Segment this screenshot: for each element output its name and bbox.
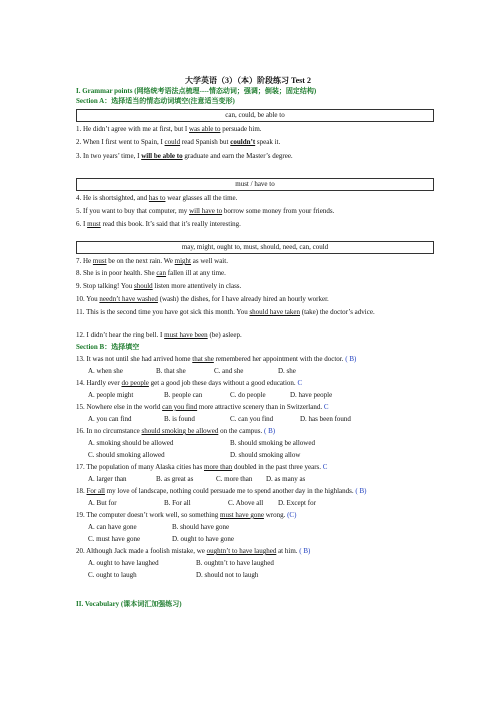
option: C. Above all <box>228 499 264 507</box>
section-b-heading: Section B：选择填空 <box>76 343 140 351</box>
option: A. larger than <box>88 475 127 483</box>
option: C. should smoking allowed <box>88 451 165 459</box>
question-13: 13. It was not until she had arrived home that she remembered her appointment with the doctor. ( B) <box>76 355 357 363</box>
option: D. ought to have gone <box>172 535 235 543</box>
question-12: 12. I didn’t hear the ring bell. I must have been (be) asleep. <box>76 331 242 339</box>
option: D. have people <box>290 391 333 399</box>
option: C. can you find <box>230 415 274 423</box>
option: B. For all <box>164 499 191 507</box>
question-3: 3. In two years’ time, I will be able to graduate and earn the Master’s degree. <box>76 152 293 160</box>
option: A. smoking should be allowed <box>88 439 174 447</box>
word-box-3: may, might, ought to, must, should, need, can, could <box>76 241 434 254</box>
option: B. should smoking be allowed <box>230 439 315 447</box>
option: B. oughtn’t to have laughed <box>196 559 274 567</box>
option: C. do people <box>230 391 266 399</box>
word-box-1: can, could, be able to <box>76 109 434 122</box>
section-a-heading: Section A：选择适当的情态动词填空(注意适当变形) <box>76 97 235 105</box>
question-6: 6. I must read this book. It’s said that it’s really interesting. <box>76 220 241 228</box>
option: B. should have gone <box>172 523 230 531</box>
option: C. more than <box>216 475 253 483</box>
option: A. people might <box>88 391 134 399</box>
question-2: 2. When I first went to Spain, I could read Spanish but couldn’t speak it. <box>76 138 281 146</box>
question-19: 19. The computer doesn’t work well, so something must have gone wrong. (C) <box>76 511 297 519</box>
option: A. when she <box>88 367 123 375</box>
grammar-heading: I. Grammar points (网络统考语法点梳理----情态动词；强调；倒装；固定结构) <box>76 87 317 95</box>
question-20: 20. Although Jack made a foolish mistake, we oughtn’t to have laughed at him. ( B) <box>76 547 311 555</box>
option: D. should not to laugh <box>196 571 259 579</box>
question-8: 8. She is in poor health. She can fallen ill at any time. <box>76 269 226 277</box>
option: D. Except for <box>278 499 316 507</box>
option: A. can have gone <box>88 523 137 531</box>
option: D. she <box>278 367 296 375</box>
option: D. as many as <box>266 475 306 483</box>
question-7: 7. He must be on the next rain. We might as well wait. <box>76 257 228 265</box>
question-9: 9. Stop talking! You should listen more attentively in class. <box>76 282 242 290</box>
option: D. has been found <box>300 415 351 423</box>
question-18: 18. For all my love of landscape, nothing could persuade me to spend another day in the highlands. ( B) <box>76 487 367 495</box>
option: B. as great as <box>156 475 194 483</box>
option: C. must have gone <box>88 535 141 543</box>
question-4: 4. He is shortsighted, and has to wear glasses all the time. <box>76 194 238 202</box>
question-16: 16. In no circumstance should smoking be allowed on the campus. ( B) <box>76 427 276 435</box>
question-10: 10. You needn’t have washed (wash) the dishes, for I have already hired an hourly worker. <box>76 295 329 303</box>
option: B. people can <box>164 391 203 399</box>
question-15: 15. Nowhere else in the world can you find more attractive scenery than in Switzerland. C <box>76 403 329 411</box>
word-box-2: must / have to <box>76 178 434 191</box>
option: C. ought to laugh <box>88 571 137 579</box>
option: B. that she <box>156 367 186 375</box>
option: A. ought to have laughed <box>88 559 159 567</box>
question-14: 14. Hardly ever do people get a good job these days without a good education. C <box>76 379 303 387</box>
vocabulary-heading: II. Vocabulary (课本词汇加强练习) <box>76 600 182 608</box>
document-title: 大学英语（3）（本）阶段练习 Test 2 <box>185 76 311 85</box>
option: A. you can find <box>88 415 132 423</box>
question-1: 1. He didn’t agree with me at first, but I was able to persuade him. <box>76 125 262 133</box>
option: B. is found <box>164 415 195 423</box>
option: C. and she <box>214 367 244 375</box>
option: A. But for <box>88 499 117 507</box>
question-11: 11. This is the second time you have got sick this month. You should have taken (take) the doctor’s advice. <box>76 308 375 316</box>
option: D. should smoking allow <box>230 451 301 459</box>
question-5: 5. If you want to buy that computer, my will have to borrow some money from your friends. <box>76 207 335 215</box>
question-17: 17. The population of many Alaska cities has more than doubled in the past three years. C <box>76 463 328 471</box>
